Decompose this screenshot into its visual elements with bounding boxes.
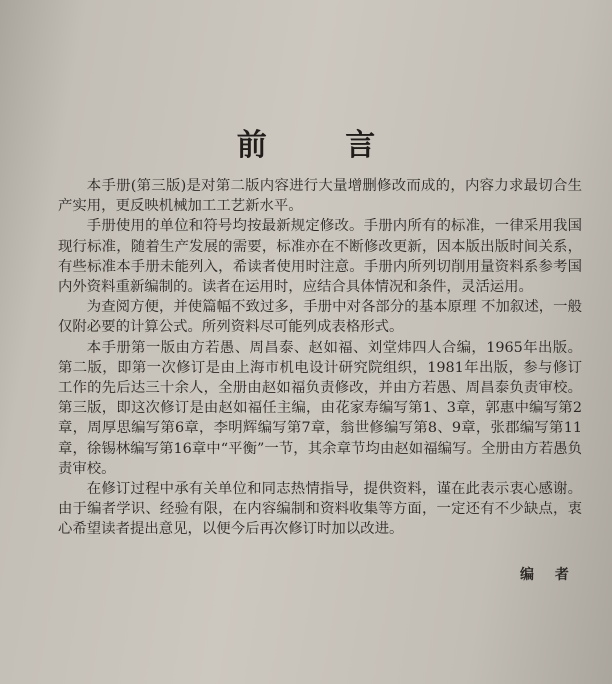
preface-paragraph: 为查阅方便，并使篇幅不致过多，手册中对各部分的基本原理 不加叙述，一般仅附必要的计算公式。所列资料尽可能列成表格形式。 — [58, 299, 582, 336]
signature: 编 者 — [520, 567, 577, 583]
preface-paragraph: 本手册(第三版)是对第二版内容进行大量增删修改而成的，内容力求最切合生产实用，更反映机械加工工艺新水平。 — [58, 178, 582, 215]
preface-paragraph: 本手册第一版由方若愚、周昌泰、赵如福、刘堂炜四人合编，1965年出版。第二版，即第一次修订是由上海市机电设计研究院组织，1981年出版，参与修订工作的先后达三十余人，全册由赵如福负责修改，并由方若愚、周昌泰负责审校。第三版，即这次修订是由赵如福任主编，由花家寿编写第1、3章，郭惠中编写第2章，周厚思编写第6章，李明辉编写第7章，翁世修编写第8、9章，张郡编写第11章，徐锡林编写第16章中“平衡”一节，其余章节均由赵如福编写。全册由方若愚负责审校。 — [58, 339, 582, 477]
preface-paragraph: 手册使用的单位和符号均按最新规定修改。手册内所有的标准，一律采用我国现行标准，随着生产发展的需要，标准亦在不断修改更新，因本版出版时间关系，有些标准本手册未能列入，希读者使用时注意。手册内所列切削用量资料系参考国内外资料重新编制的。读者在运用时，应结合具体情况和条件，灵活运用。 — [58, 218, 582, 296]
preface-body — [58, 176, 582, 540]
page-title: 前 言 — [236, 128, 410, 163]
preface-paragraph: 在修订过程中承有关单位和同志热情指导，提供资料，谨在此表示衷心感谢。由于编者学识、经验有限，在内容编制和资料收集等方面，一定还有不少缺点，衷心希望读者提出意见，以便今后再次修订时加以改进。 — [58, 481, 582, 538]
